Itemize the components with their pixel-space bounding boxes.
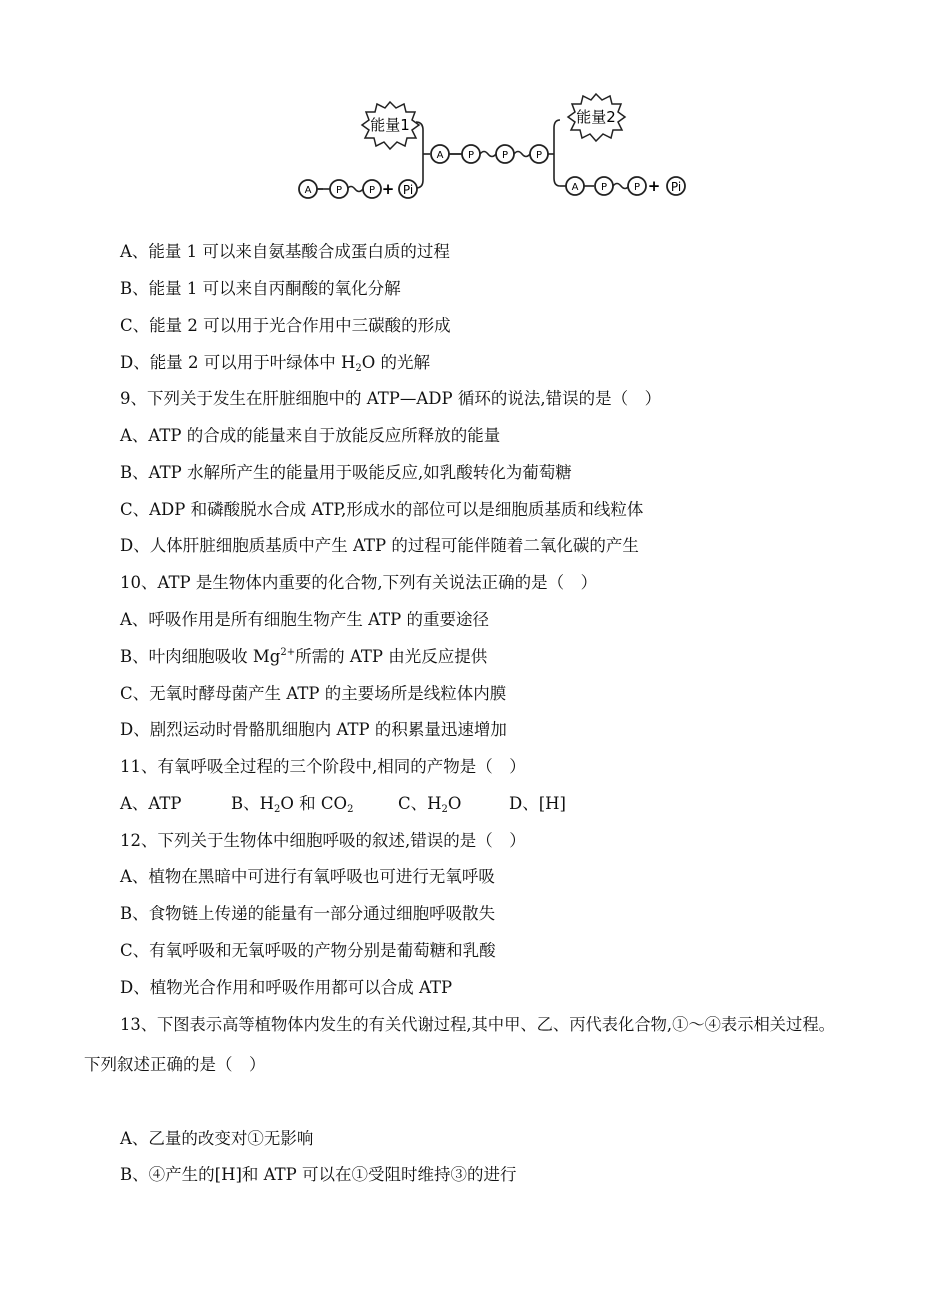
q11-option-b	[231, 793, 398, 815]
q11-c-text-end: O	[447, 794, 462, 813]
q10-stem: 10、ATP 是生物体内重要的化合物,下列有关说法正确的是（ ）	[120, 573, 598, 592]
q10-b-text: B、叶肉细胞吸收 Mg	[120, 647, 281, 666]
q11-b-sub1: 2	[274, 804, 281, 815]
q8-d-text: D、能量 2 可以用于叶绿体中 H	[120, 353, 356, 372]
energy1-label: 能量1	[370, 116, 410, 134]
q11-stem: 11、有氧呼吸全过程的三个阶段中,相同的产物是（ ）	[120, 757, 526, 776]
q13-stem-line1: 13、下图表示高等植物体内发生的有关代谢过程,其中甲、乙、丙代表化合物,①～④表示相关过程。	[120, 1015, 835, 1034]
plus-left: +	[381, 180, 395, 198]
q13-option-b: B、④产生的[H]和 ATP 可以在①受阻时维持③的进行	[120, 1165, 517, 1184]
pi-left: Pi	[402, 183, 414, 197]
q13-stem-line2: 下列叙述正确的是（ ）	[84, 1055, 266, 1074]
q12-option-b: B、食物链上传递的能量有一部分通过细胞呼吸散失	[120, 904, 496, 923]
atp-middle	[431, 145, 548, 163]
atp-middle-p2: P	[501, 150, 509, 161]
q12-option-d: D、植物光合作用和呼吸作用都可以合成 ATP	[120, 978, 453, 997]
q9-option-b: B、ATP 水解所产生的能量用于吸能反应,如乳酸转化为葡萄糖	[120, 463, 572, 482]
q10-b-sup: 2+	[280, 647, 296, 658]
q10-option-c: C、无氧时酵母菌产生 ATP 的主要场所是线粒体内膜	[120, 684, 507, 703]
q11-b-sub2: 2	[347, 804, 354, 815]
energy2-burst	[568, 94, 625, 141]
q10-option-d: D、剧烈运动时骨骼肌细胞内 ATP 的积累量迅速增加	[120, 720, 507, 739]
adp-left-a: A	[304, 185, 312, 196]
adp-right-a: A	[571, 182, 579, 193]
adp-left	[299, 180, 417, 198]
adp-right	[560, 177, 685, 195]
q10-option-a: A、呼吸作用是所有细胞生物产生 ATP 的重要途径	[120, 610, 490, 629]
q8-option-c: C、能量 2 可以用于光合作用中三碳酸的形成	[120, 316, 451, 335]
energy2-label: 能量2	[576, 108, 616, 126]
q11-c-sub: 2	[441, 804, 448, 815]
energy1-burst	[362, 102, 419, 149]
q12-option-c: C、有氧呼吸和无氧呼吸的产物分别是葡萄糖和乳酸	[120, 941, 496, 960]
q8-option-b: B、能量 1 可以来自丙酮酸的氧化分解	[120, 279, 401, 298]
q11-options	[120, 793, 566, 815]
atp-middle-p1: P	[467, 150, 475, 161]
q11-option-d: D、[H]	[509, 794, 566, 813]
atp-adp-diagram	[292, 92, 692, 210]
atp-middle-a: A	[436, 150, 444, 161]
atp-middle-p3: P	[535, 150, 543, 161]
adp-right-p2: P	[633, 182, 641, 193]
plus-right: +	[647, 177, 661, 195]
q11-option-c	[398, 793, 509, 815]
q11-option-a: A、ATP	[120, 794, 182, 813]
q9-stem: 9、下列关于发生在肝脏细胞中的 ATP—ADP 循环的说法,错误的是（ ）	[120, 389, 662, 408]
q8-d-text-end: O 的光解	[361, 353, 431, 372]
q12-option-a: A、植物在黑暗中可进行有氧呼吸也可进行无氧呼吸	[120, 867, 495, 886]
q10-b-text-end: 所需的 ATP 由光反应提供	[295, 647, 488, 666]
adp-left-p2: P	[368, 185, 376, 196]
q8-option-d	[120, 352, 430, 374]
q8-option-a: A、能量 1 可以来自氨基酸合成蛋白质的过程	[120, 242, 450, 261]
q11-b-text: B、H	[231, 794, 275, 813]
q11-c-text: C、H	[398, 794, 442, 813]
q9-option-c: C、ADP 和磷酸脱水合成 ATP,形成水的部位可以是细胞质基质和线粒体	[120, 500, 644, 519]
pi-right: Pi	[670, 180, 682, 194]
q10-option-b	[120, 646, 487, 668]
adp-left-p1: P	[335, 185, 343, 196]
q13-option-a: A、乙量的改变对①无影响	[120, 1129, 314, 1148]
q9-option-d: D、人体肝脏细胞质基质中产生 ATP 的过程可能伴随着二氧化碳的产生	[120, 536, 639, 555]
q9-option-a: A、ATP 的合成的能量来自于放能反应所释放的能量	[120, 426, 501, 445]
q12-stem: 12、下列关于生物体中细胞呼吸的叙述,错误的是（ ）	[120, 831, 526, 850]
adp-right-p1: P	[600, 182, 608, 193]
q8-d-sub: 2	[355, 363, 362, 374]
q11-b-mid: O 和 CO	[280, 794, 348, 813]
